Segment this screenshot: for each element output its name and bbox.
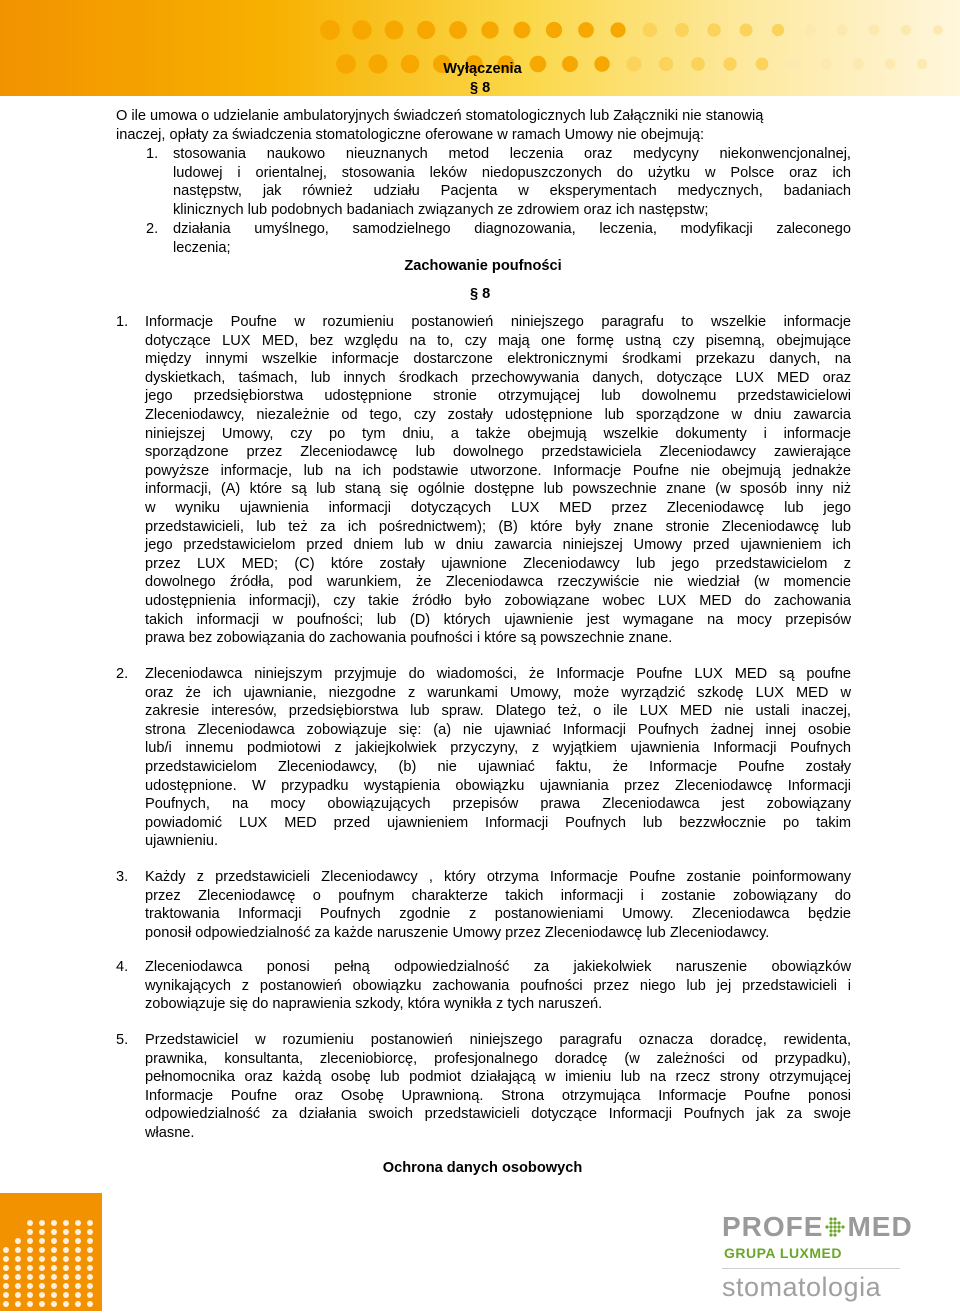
footer-corner-decoration [0, 1193, 102, 1311]
logo-group: GRUPA LUXMED [724, 1245, 842, 1261]
confidentiality-item-line: zobowiązuje się do naprawienia szkody, która wynikła z tych naruszeń. [145, 996, 603, 1013]
decorative-dot [51, 1274, 57, 1280]
decorative-dot [87, 1274, 93, 1280]
decorative-dot [39, 1256, 45, 1262]
decorative-dot [27, 1247, 33, 1253]
decorative-dot [63, 1247, 69, 1253]
cross-dot [838, 1225, 841, 1228]
decorative-dot [27, 1283, 33, 1289]
decorative-dot [51, 1283, 57, 1289]
decorative-dot [3, 1301, 9, 1307]
decorative-dot [87, 1301, 93, 1307]
decorative-dot [75, 1292, 81, 1298]
logo-divider [722, 1268, 900, 1269]
decorative-dot [39, 1292, 45, 1298]
confidentiality-item-line: w wyniku ujawnienia informacji dotyczących LUX MED przez Zleceniodawcę lub jego [145, 500, 851, 516]
decorative-dot [63, 1274, 69, 1280]
decorative-dot [15, 1247, 21, 1253]
confidentiality-item-line: Informacje Poufne oraz Osobę Uprawnioną. Strona otrzymująca Informacje Poufne ponosi [145, 1087, 851, 1104]
confidentiality-item-line: udostępnienia informacji), czy takie źródło było zobowiązane wobec LUX MED do zachowania [145, 593, 851, 609]
cross-dot [834, 1233, 837, 1236]
confidentiality-item-line: prawa bez zobowiązania do zachowania poufności i które są powszechnie znane. [145, 630, 673, 647]
decorative-dot [63, 1220, 69, 1226]
logo-product: stomatologia [722, 1272, 882, 1302]
confidentiality-item-line: Zleceniodawcy, niezależnie od tego, czy zostały udostępnione lub sporządzone w dniu zawarcia [145, 407, 851, 423]
exclusion-number: 1. [146, 146, 159, 162]
cross-dot [834, 1225, 837, 1228]
confidentiality-item-line: odpowiedzialność za działania swoich przedstawicieli dotyczące Informacji Poufnych jak za swoje [145, 1106, 851, 1123]
confidentiality-item-line: przez Zleceniodawcę o poufnym charakterze takich informacji i zostanie zobowiązany do [145, 887, 851, 904]
decorative-dot [63, 1301, 69, 1307]
cross-dot [838, 1221, 841, 1224]
confidentiality-item-line: przez LUX MED; (C) które zostały ujawnione Zleceniodawcy lub jego przedstawicielom z [145, 555, 851, 572]
exclusion-line: ludowej i orientalnej, stosowania leków niedopuszczonych do użytku w Polsce oraz ich [173, 165, 851, 181]
intro-line-1: O ile umowa o udzielanie ambulatoryjnych świadczeń stomatologicznych lub Załączniki nie stanowią [116, 108, 764, 124]
cross-dot [834, 1217, 837, 1220]
confidentiality-item-line: przedstawicielom Zleceniodawcy, (b) nie ujawniać faktu, że Informacje Poufne zostały [145, 759, 851, 775]
decorative-dot [63, 1256, 69, 1262]
cross-dot [830, 1229, 833, 1232]
cross-dot [842, 1225, 845, 1228]
exclusion-line: klinicznych lub podobnych badaniach związanych ze zdrowiem oraz ich następstw; [173, 202, 709, 218]
logo-brand-left: PROFE [722, 1211, 824, 1242]
confidentiality-item-line: między innymi wszelkie informacje dostarczone elektronicznymi środkami przekazu danych, na [145, 351, 851, 368]
footer-dot-pattern [0, 1193, 102, 1311]
decorative-dot [87, 1238, 93, 1244]
confidentiality-item-line: udostępnione. W przypadku wystąpienia obowiązku ujawniania przez Zleceniodawcę Informacji [145, 777, 851, 794]
decorative-dot [3, 1292, 9, 1298]
decorative-dot [15, 1283, 21, 1289]
decorative-dot [63, 1265, 69, 1271]
decorative-dot [3, 1283, 9, 1289]
confidentiality-item-line: strona Zleceniodawca zobowiązuje się: (a) nie ujawniać Informacji Poufnych żadnej innej osobie [145, 721, 851, 738]
confidentiality-item-line: oraz że ich ujawnianie, niezgodne z warunkami Umowy, może wyrządzić szkodę LUX MED w [145, 684, 851, 701]
decorative-dot [75, 1265, 81, 1271]
profemed-logo [722, 1211, 913, 1307]
decorative-dot [27, 1229, 33, 1235]
intro-line-2: inaczej, opłaty za świadczenia stomatologiczne oferowane w ramach Umowy nie obejmują: [116, 127, 705, 143]
confidentiality-item-number: 2. [116, 666, 129, 682]
confidentiality-item-line: ujawnieniu. [145, 833, 219, 850]
decorative-dot [75, 1256, 81, 1262]
decorative-dot [39, 1301, 45, 1307]
decorative-dot [75, 1301, 81, 1307]
confidentiality-item-line: jego przedsiębiorstwa udostępnione stronie otrzymującej lub dowolnemu przedstawicielowi [145, 388, 851, 405]
decorative-dot [75, 1247, 81, 1253]
decorative-dot [39, 1238, 45, 1244]
decorative-dot [39, 1274, 45, 1280]
decorative-dot [15, 1301, 21, 1307]
cross-dot [830, 1217, 833, 1220]
cross-dot [830, 1221, 833, 1224]
cross-dot [834, 1229, 837, 1232]
decorative-dot [51, 1301, 57, 1307]
decorative-dot [27, 1220, 33, 1226]
decorative-dot [51, 1229, 57, 1235]
decorative-dot [87, 1283, 93, 1289]
exclusion-line: działania umyślnego, samodzielnego diagnozowania, leczenia, modyfikacji zaleconego [173, 221, 851, 237]
confidentiality-item-line: dyskietkach, taśmach, lub innych środkach przechowywania danych, dotyczące LUX MED oraz [145, 369, 851, 386]
decorative-dot [3, 1256, 9, 1262]
confidentiality-item-line: dowolnego źródła, pod warunkiem, że Zleceniodawca rzeczywiście nie wiedział (w momencie [145, 574, 851, 591]
exclusion-line: leczenia; [173, 240, 231, 256]
confidentiality-item-line: sporządzone przez Zleceniodawcę lub dowolnego przedstawiciela Zleceniodawcy zawierające [145, 444, 851, 461]
confidentiality-item-number: 3. [116, 869, 129, 885]
decorative-dot [75, 1274, 81, 1280]
decorative-dot [39, 1247, 45, 1253]
decorative-dot [3, 1274, 9, 1280]
decorative-dot [39, 1265, 45, 1271]
decorative-dot [87, 1265, 93, 1271]
decorative-dot [15, 1238, 21, 1244]
exclusion-number: 2. [146, 221, 159, 237]
decorative-dot [75, 1283, 81, 1289]
confidentiality-item-line: lub/i innemu podmiotowi z jakiejkolwiek przyczyny, z wyjątkiem ujawnienia Informacji Poufnych [145, 740, 851, 757]
confidentiality-item-line: ponosił odpowiedzialność za każde naruszenie Umowy przez Zleceniodawcę lub Zleceniodawcy. [145, 924, 770, 941]
confidentiality-item-number: 1. [116, 314, 129, 330]
confidentiality-item-line: informacji, (A) które są lub staną się ogólnie dostępne lub powszechnie znane (w sposób inny niż [145, 481, 851, 498]
decorative-dot [15, 1265, 21, 1271]
decorative-dot [87, 1292, 93, 1298]
decorative-dot [15, 1274, 21, 1280]
section-title-exclusions: Wyłączenia [443, 61, 522, 77]
confidentiality-item-line: własne. [145, 1125, 195, 1141]
decorative-dot [27, 1301, 33, 1307]
decorative-dot [27, 1256, 33, 1262]
logo-brand-right: MED [847, 1211, 913, 1242]
decorative-dot [63, 1229, 69, 1235]
decorative-dot [27, 1292, 33, 1298]
decorative-dot [27, 1238, 33, 1244]
decorative-dot [87, 1229, 93, 1235]
decorative-dot [39, 1229, 45, 1235]
decorative-dot [87, 1220, 93, 1226]
decorative-dot [15, 1256, 21, 1262]
confidentiality-item-number: 5. [116, 1032, 129, 1048]
decorative-dot [51, 1220, 57, 1226]
confidentiality-item-line: Przedstawiciel w rozumieniu postanowień niniejszego paragrafu oznacza doradcę, rewidenta, [145, 1032, 851, 1048]
cross-dot [830, 1225, 833, 1228]
confidentiality-item-line: niniejszej Umowy, czy po tym dniu, a także obejmują wszelkie dokumenty i informacje [145, 425, 851, 442]
confidentiality-item-line: Zleceniodawca niniejszym przyjmuje do wiadomości, że Informacje Poufne LUX MED są poufne [145, 666, 851, 682]
confidentiality-item-line: takich informacji w poufności; lub (D) których ujawnienie jest wymagane na mocy przepisów [145, 611, 851, 628]
cross-dot [830, 1233, 833, 1236]
confidentiality-item-line: Poufnych, na mocy obowiązujących przepisów prawa Zleceniodawca jest zobowiązany [145, 796, 851, 813]
confidentiality-item-line: powyższe informacje, lub na ich podstawie utworzone. Informacje Poufne nie obejmują jednakże [145, 462, 851, 479]
decorative-dot [51, 1265, 57, 1271]
section-number: § 8 [470, 80, 491, 96]
decorative-dot [51, 1292, 57, 1298]
confidentiality-item-line: wynikających z postanowień obowiązku zachowania poufności przez niego lub jej przedstawicieli i [145, 977, 851, 994]
confidentiality-item-line: pełnomocnika oraz każdą osobę lub podmiot działającą w imieniu lub na rzecz strony otrzymującej [145, 1069, 851, 1086]
exclusion-line: następstw, jak również udziału Pacjenta w eksperymentach medycznych, badaniach [173, 183, 851, 199]
confidentiality-item-line: Każdy z przedstawicieli Zleceniodawcy , który otrzyma Informacje Poufne zostanie poinformowany [145, 869, 851, 885]
section-number: § 8 [470, 286, 491, 302]
cross-dot [838, 1229, 841, 1232]
decorative-dot [75, 1220, 81, 1226]
decorative-dot [27, 1274, 33, 1280]
decorative-dot [3, 1265, 9, 1271]
exclusion-line: stosowania naukowo nieuznanych metod leczenia oraz medycyny niekonwencjonalnej, [173, 146, 851, 162]
decorative-dot [63, 1283, 69, 1289]
decorative-dot [63, 1238, 69, 1244]
confidentiality-item-line: dotyczące LUX MED, bez względu na to, czy mają one formę ustną czy pisemną, obejmujące [145, 332, 851, 349]
confidentiality-item-line: zakresie interesów, przedsiębiorstwa lub spraw. Dlatego też, o ile LUX MED nie ustali inaczej, [145, 703, 851, 720]
decorative-dot [87, 1256, 93, 1262]
decorative-dot [51, 1238, 57, 1244]
confidentiality-item-line: traktowania Informacji Poufnych zgodnie z postanowieniami Umowy. Zleceniodawca będzie [145, 906, 851, 923]
section-title-data-protection: Ochrona danych osobowych [382, 1160, 583, 1176]
decorative-dot [87, 1247, 93, 1253]
decorative-dot [75, 1238, 81, 1244]
decorative-dot [75, 1229, 81, 1235]
decorative-dot [51, 1247, 57, 1253]
decorative-dot [15, 1292, 21, 1298]
logo-brand [722, 1212, 913, 1242]
confidentiality-item-line: Informacje Poufne w rozumieniu postanowień niniejszego paragrafu to wszelkie informacje [145, 314, 851, 330]
confidentiality-item-line: jego przedstawicielom przed dniem lub w dniu zawarcia niniejszej Umowy przed ujawnieniem ich [145, 537, 851, 554]
decorative-dot [39, 1220, 45, 1226]
confidentiality-item-line: powiadomić LUX MED przed ujawnieniem Informacji Poufnych lub bezzwłocznie po takim [145, 814, 851, 831]
section-title-confidentiality: Zachowanie poufności [404, 258, 562, 274]
decorative-dot [39, 1283, 45, 1289]
decorative-dot [27, 1265, 33, 1271]
confidentiality-item-line: przedstawicieli, lub też za ich pośrednictwem); (B) które były znane stronie Zleceniodawcę lub [145, 518, 851, 535]
cross-dot [834, 1221, 837, 1224]
decorative-dot [51, 1256, 57, 1262]
medical-cross-icon [825, 1217, 845, 1237]
confidentiality-item-line: Zleceniodawca ponosi pełną odpowiedzialność za jakiekolwiek naruszenie obowiązków [145, 959, 851, 975]
decorative-dot [3, 1247, 9, 1253]
cross-dot [826, 1225, 829, 1228]
confidentiality-item-number: 4. [116, 959, 129, 975]
decorative-dot [63, 1292, 69, 1298]
confidentiality-item-line: prawnika, konsultanta, zleceniobiorcę, profesjonalnego doradcę (w zależności od przypadku), [145, 1050, 851, 1067]
